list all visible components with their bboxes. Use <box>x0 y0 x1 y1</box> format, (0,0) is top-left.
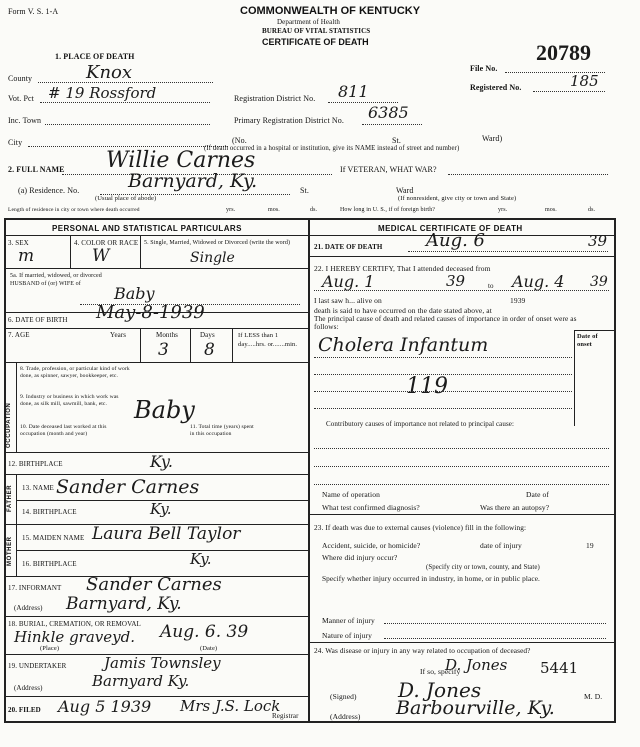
mother-side-label: MOTHER <box>7 536 13 566</box>
undertaker-label: 19. UNDERTAKER <box>8 662 67 670</box>
date-of-death-year: 39 <box>588 232 608 250</box>
autopsy-label: Was there an autopsy? <box>480 503 550 512</box>
years-label: Years <box>110 331 127 339</box>
date-worked-label: 10. Date deceased last worked at this occupation (month and year) <box>20 424 107 437</box>
doctor-number: 5441 <box>540 659 579 677</box>
onset-label: Date of onset <box>577 333 598 348</box>
signed-label: (Signed) <box>330 692 357 701</box>
injury-date-label: date of injury <box>480 541 522 550</box>
marital-value: Single <box>190 250 235 266</box>
primary-district-value: 6385 <box>368 103 409 122</box>
length-yrs: yrs. <box>226 207 236 213</box>
nature-label: Nature of injury <box>322 631 372 640</box>
mother-name-label: 15. MAIDEN NAME <box>22 534 85 542</box>
cause-code: 119 <box>406 374 448 399</box>
spouse-label: 5a. If married, widowed, or divorced HUSBAND of (or) WIFE of <box>10 273 102 287</box>
full-name-value: Willie Carnes <box>106 148 256 173</box>
length-residence-label: Length of residence in city or town where death occurred <box>8 207 140 213</box>
last-saw-year: 1939 <box>510 296 526 305</box>
form-label: Form V. S. 1-A <box>8 7 59 16</box>
attended-year-2: 39 <box>590 274 608 290</box>
informant-value: Sander Carnes <box>86 574 222 595</box>
date-of-death-value: Aug. 6 <box>426 230 486 251</box>
mother-birthplace-label: 16. BIRTHPLACE <box>22 560 77 568</box>
ward-label: Ward) <box>482 134 503 143</box>
registered-number: 185 <box>570 72 599 90</box>
dob-value: May-8-1939 <box>96 302 205 323</box>
burial-date-value: Aug. 6. 39 <box>160 622 249 642</box>
residence-value: Barnyard, Ky. <box>128 170 258 192</box>
undertaker-value: Jamis Townsley <box>104 654 221 672</box>
less-than-day-label: If LESS than 1 day.....hrs. or.......min. <box>238 332 298 348</box>
attended-to-value: Aug. 4 <box>512 272 565 291</box>
undertaker-address-value: Barnyard Ky. <box>92 672 190 690</box>
usual-place-note: (Usual place of abode) <box>95 195 157 202</box>
registration-district-label: Registration District No. <box>234 94 316 103</box>
attended-year-1: 39 <box>446 272 466 290</box>
dob-label: 6. DATE OF BIRTH <box>8 316 68 324</box>
manner-label: Manner of injury <box>322 616 375 625</box>
burial-place-label: (Place) <box>40 645 60 652</box>
diagnosis-test-label: What test confirmed diagnosis? <box>322 503 420 512</box>
certificate-title: CERTIFICATE OF DEATH <box>262 37 369 47</box>
operation-date-label: Date of <box>526 490 549 499</box>
father-birthplace-label: 14. BIRTHPLACE <box>22 508 77 516</box>
mother-birthplace-value: Ky. <box>190 550 212 568</box>
occupation-related-label: 24. Was disease or injury in any way related to occupation of deceased? <box>314 646 531 655</box>
nonresident-note: (If nonresident, give city or town and State) <box>398 195 517 202</box>
accident-label: Accident, suicide, or homicide? <box>322 541 421 550</box>
md-label: M. D. <box>584 692 603 701</box>
personal-section-heading: PERSONAL AND STATISTICAL PARTICULARS <box>52 224 242 233</box>
days-label: Days <box>200 331 215 339</box>
inc-town-label: Inc. Town <box>8 116 42 125</box>
cause-order-label: The principal cause of death and related causes of importance in order of onset were as follows: <box>314 314 577 331</box>
burial-label: 18. BURIAL, CREMATION, OR REMOVAL <box>8 620 141 628</box>
department-name: Department of Health <box>277 18 341 26</box>
file-number: 20789 <box>536 40 591 65</box>
burial-date-label: (Date) <box>200 645 218 652</box>
specify-label: Specify whether injury occurred in industry, in home, or in public place. <box>322 574 540 583</box>
age-months-value: 3 <box>158 340 169 360</box>
sex-value: m <box>18 246 35 266</box>
date-of-death-label: 21. DATE OF DEATH <box>314 243 383 251</box>
mother-name-value: Laura Bell Taylor <box>92 524 241 544</box>
color-value: W <box>92 246 110 266</box>
filed-date: Aug 5 1939 <box>58 697 152 716</box>
father-side-label: FATHER <box>7 484 13 512</box>
total-time-label: 11. Total time (years) spent in this occupation <box>190 424 254 437</box>
marital-label: 5. Single, Married, Widowed or Divorced (write the word) <box>144 240 291 246</box>
sex-label: 3. SEX <box>8 239 29 247</box>
attended-to-label: to <box>488 282 494 290</box>
age-days-value: 8 <box>204 340 215 360</box>
residence-ward-label: Ward <box>396 186 414 195</box>
operation-label: Name of operation <box>322 490 380 499</box>
specify-value: D. Jones <box>445 656 508 674</box>
injury-year: 19 <box>586 541 594 550</box>
if-so-label: If so, specify <box>420 667 461 676</box>
length-ds: ds. <box>310 207 318 213</box>
undertaker-address-label: (Address) <box>14 684 43 692</box>
father-name-value: Sander Carnes <box>56 476 200 498</box>
spouse-value: Baby <box>114 284 155 303</box>
father-name-label: 13. NAME <box>22 484 54 492</box>
county-label: County <box>8 74 33 83</box>
state-heading: COMMONWEALTH OF KENTUCKY <box>240 5 421 17</box>
city-note: (If death occurred in a hospital or institution, give its NAME instead of street and number) <box>204 145 460 152</box>
number-label: (No. <box>232 136 247 145</box>
informant-label: 17. INFORMANT <box>8 584 62 592</box>
primary-district-label: Primary Registration District No. <box>234 116 344 125</box>
place-of-death-heading: 1. PLACE OF DEATH <box>55 52 135 61</box>
registration-district-value: 811 <box>338 82 369 101</box>
residence-label: (a) Residence. No. <box>18 186 80 195</box>
birthplace-label: 12. BIRTHPLACE <box>8 460 63 468</box>
vot-label: Vot. Pct <box>8 94 34 103</box>
us-residence-label: How long in U. S., if of foreign birth? <box>340 207 436 213</box>
street-label: St. <box>392 136 401 145</box>
trade-label: 8. Trade, profession, or particular kind of work done, as spinner, sawyer, bookkeeper, etc. <box>20 366 130 379</box>
file-label: File No. <box>470 64 498 73</box>
cause-value: Cholera Infantum <box>318 334 489 356</box>
city-label: City <box>8 138 23 147</box>
last-saw-label: I last saw h... alive on <box>314 296 382 305</box>
registered-label: Registered No. <box>470 83 522 92</box>
death-certificate: Form V. S. 1-A COMMONWEALTH OF KENTUCKY Department of Health BUREAU OF VITAL STATISTICS CERTIFICATE OF DEATH 20789 File No. Registered No. 185 1. PLACE OF DEATH County Knox Vot. Pct # 19 Rossford Registration District No. 811 Inc. Town Primary Registration District No. 6385 City (No. St. Ward) (If death occurred in a hospital or institution, give its NAME instead of street and number) 2. FULL NAME Willie Carnes If VETERAN, WHAT WAR? (a) Residence. No. Barnyard, Ky. (Usual place of abode) St. Ward (If nonresident, give city or town and State) Length of residence in city or town where death occurred yrs. mos. ds. How long in U. S., if of foreign birth? yrs. mos. ds. PERSONAL AND STATISTICAL PARTICULARS MEDICAL CERTIFICATE OF DEATH 3. SEX m 4. COLOR OR RACE W 5. Single, Married, Widowed or Divorced (write the word) Single 5a. If married, widowed, or divorced HUSBAND of (or) WIFE of Baby 6. DATE OF BIRTH May-8-1939 7. AGE Years Months Days 3 8 If LESS than 1 day.....hrs. or.......min. OCCUPATION 8. Trade, profession, or particular kind of work done, as spinner, sawyer, bookkeeper, etc. 9. Industry or business in which work was done, as silk mill, sawmill, bank, etc. 10. Date deceased last worked at this occupation (month and year) 11. Total time (years) spent in this occupation Baby 12. BIRTHPLACE Ky. FATHER 13. NAME Sander Carnes 14. BIRTHPLACE Ky. MOTHER 15. MAIDEN NAME Laura Bell Taylor 16. BIRTHPLACE Ky. 17. INFORMANT Sander Carnes (Address) Barnyard, Ky. 18. BURIAL, CREMATION, OR REMOVAL Hinkle graveyd. Aug. 6. 39 (Place) (Date) 19. UNDERTAKER Jamis Townsley (Address) Barnyard Ky. 20. FILED Aug 5 1939 Mrs J.S. Lock Registrar 21. DATE OF DEATH Aug. 6 39 22. I HEREBY CERTIFY, That I attended deceased from Aug. 1 39 to Aug. 4 39 I last saw h... alive on 1939 death is said to have occurred on the date stated above, at The principal cause of death and related causes of importance in order of onset were as follows: Date of onset Cholera Infantum 119 Contributory causes of importance not related to principal cause: Name of operation Date of What test confirmed diagnosis? Was there an autopsy? 23. If death was due to external causes (violence) fill in the following: Accident, suicide, or homicide? date of injury 19 Where did injury occur? (Specify city or town, county, and State) Specify whether injury occurred in industry, in home, or in public place. Manner of injury Nature of injury 24. Was disease or injury in any way related to occupation of deceased? If so, specify D. Jones 5441 (Signed) D. Jones M. D. (Address) Barbourville, Ky. <box>0 0 640 747</box>
father-birthplace-value: Ky. <box>150 500 172 518</box>
attended-from-value: Aug. 1 <box>322 272 375 291</box>
filed-label: 20. FILED <box>8 706 41 714</box>
informant-address-label: (Address) <box>14 604 43 612</box>
county-value: Knox <box>86 62 133 83</box>
registrar-signature: Mrs J.S. Lock <box>180 697 281 715</box>
color-label: 4. COLOR OR RACE <box>74 239 139 247</box>
birthplace-value: Ky. <box>150 452 173 471</box>
physician-signature: D. Jones <box>398 678 482 702</box>
medical-section-heading: MEDICAL CERTIFICATE OF DEATH <box>378 224 523 233</box>
certify-label: 22. I HEREBY CERTIFY, That I attended deceased from <box>314 264 491 273</box>
physician-address-label: (Address) <box>330 712 361 721</box>
external-causes-label: 23. If death was due to external causes (violence) fill in the following: <box>314 523 527 532</box>
vot-value: # 19 Rossford <box>48 84 157 102</box>
where-label: Where did injury occur? <box>322 553 398 562</box>
veteran-label: If VETERAN, WHAT WAR? <box>340 165 437 174</box>
bureau-name: BUREAU OF VITAL STATISTICS <box>262 27 371 35</box>
death-said-label: death is said to have occurred on the date stated above, at <box>314 306 492 315</box>
residence-street-label: St. <box>300 186 309 195</box>
where-note: (Specify city or town, county, and State) <box>426 564 540 571</box>
physician-address-value: Barbourville, Ky. <box>396 697 555 719</box>
months-label: Months <box>156 331 178 339</box>
burial-place-value: Hinkle graveyd. <box>14 628 135 646</box>
industry-label: 9. Industry or business in which work was done, as silk mill, sawmill, bank, etc. <box>20 394 119 407</box>
occupation-value: Baby <box>134 396 195 424</box>
contributory-label: Contributory causes of importance not related to principal cause: <box>326 420 515 428</box>
registrar-label: Registrar <box>272 712 299 720</box>
age-label: 7. AGE <box>8 331 30 339</box>
occupation-side-label: OCCUPATION <box>6 402 12 448</box>
full-name-label: 2. FULL NAME <box>8 165 65 174</box>
length-mos: mos. <box>268 207 280 213</box>
informant-address-value: Barnyard, Ky. <box>66 594 182 614</box>
